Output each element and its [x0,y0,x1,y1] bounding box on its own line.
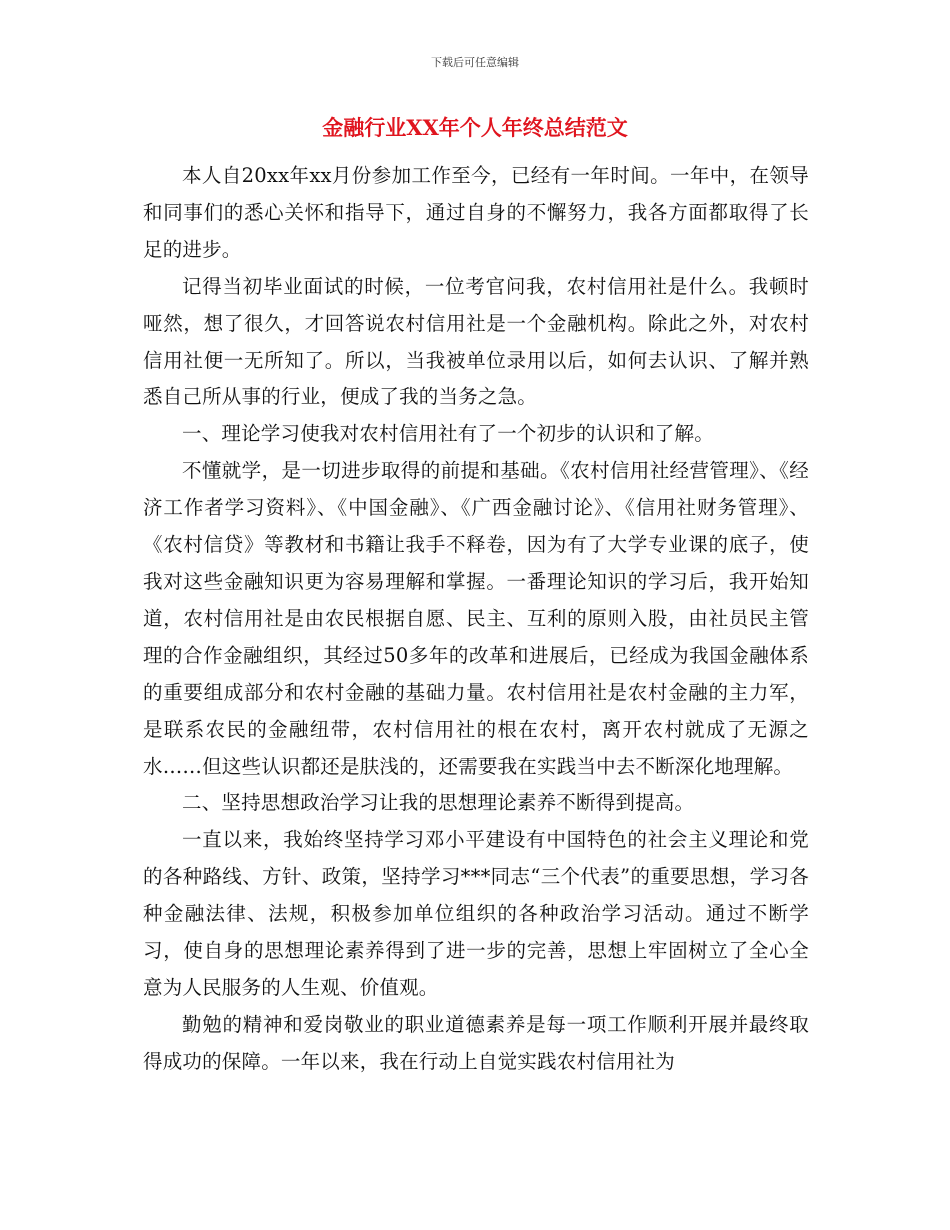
header-note: 下载后可任意编辑 [431,56,519,69]
paragraph-interview: 记得当初毕业面试的时候，一位考官问我，农村信用社是什么。我顿时哑然，想了很久，才回答说农村信用社是一个金融机构。除此之外，对农村信用社便一无所知了。所以，当我被单位录用以后，如何去认识、了解并熟悉自己所从事的行业，便成了我的当务之急。 [143,274,809,409]
section-heading-theory: 一、理论学习使我对农村信用社有了一个初步的认识和了解。 [182,422,714,446]
document-body [143,158,809,1081]
document-title: 金融行业XX年个人年终总结范文 [322,115,628,140]
section-heading-politics: 二、坚持思想政治学习让我的思想理论素养不断得到提高。 [182,791,695,815]
paragraph-intro: 本人自20xx年xx月份参加工作至今，已经有一年时间。一年中，在领导和同事们的悉心关怀和指导下，通过自身的不懈努力，我各方面都取得了长足的进步。 [143,164,809,261]
paragraph-theory: 不懂就学，是一切进步取得的前提和基础。《农村信用社经营管理》、《经济工作者学习资料》、《中国金融》、《广西金融讨论》、《信用社财务管理》、《农村信贷》等教材和书籍让我手不释卷，因为有了大学专业课的底子，使我对这些金融知识更为容易理解和掌握。一番理论知识的学习后，我开始知道，农村信用社是由农民根据自愿、民主、互利的原则入股，由社员民主管理的合作金融组织，其经过50多年的改革和进展后，已经成为我国金融体系的重要组成部分和农村金融的基础力量。农村信用社是农村金融的主力军，是联系农民的金融纽带，农村信用社的根在农村，离开农村就成了无源之水……但这些认识都还是肤浅的，还需要我在实践当中去不断深化地理解。 [143,459,809,778]
paragraph-diligence: 勤勉的精神和爱岗敬业的职业道德素养是每一项工作顺利开展并最终取得成功的保障。一年以来，我在行动上自觉实践农村信用社为 [143,1012,809,1073]
paragraph-politics: 一直以来，我始终坚持学习邓小平建设有中国特色的社会主义理论和党的各种路线、方针、政策，坚持学习***同志“三个代表”的重要思想，学习各种金融法律、法规，积极参加单位组织的各种政治学习活动。通过不断学习，使自身的思想理论素养得到了进一步的完善，思想上牢固树立了全心全意为人民服务的人生观、价值观。 [143,828,809,999]
